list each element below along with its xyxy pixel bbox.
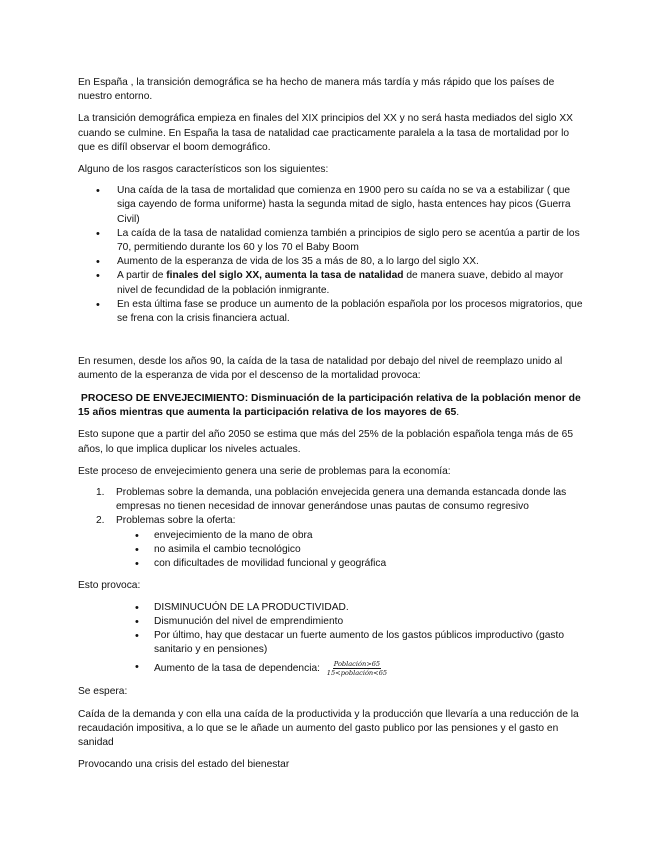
dependency-fraction: $\frac{\text{Población>65}}{\text{15<población<65}}$ [326, 660, 388, 678]
paragraph-rasgos-intro: Alguno de los rasgos característicos son los siguientes: [78, 164, 329, 176]
list-item: • con dificultades de movilidad funcional y geográfica [116, 557, 583, 571]
paragraph-caida-demanda: Caída de la demanda y con ella una caída de la productivida y la producción que llevaría a una reducción de la recaudación impositiva, a lo que se le añade un aumento del gasto publico por las pensiones y el gasto en sanidad [78, 708, 579, 748]
paragraph-intro: En España , la transición demográfica se ha hecho de manera más tardía y más rápido que los países de nuestro entorno. [78, 77, 555, 103]
paragraph-2050: Esto supone que a partir del año 2050 se estima que más del 25% de la población española tenga más de 65 años, lo que implica duplicar los niveles actuales. [78, 429, 573, 455]
paragraph-provoca: Esto provoca: [78, 580, 141, 592]
list-item: 1. Problemas sobre la demanda, una población envejecida genera una demanda estancada donde las empresas no tienen necesidad de innovar generándose unas pautas de consumo regresivo [96, 487, 567, 513]
provoca-list [78, 601, 583, 678]
list-item: • no asimila el cambio tecnológico [116, 543, 583, 557]
paragraph-crisis: Provocando una crisis del estado del bienestar [78, 759, 290, 771]
list-item: • Una caída de la tasa de mortalidad que comienza en 1900 pero su caída no se va a estabilizar ( que siga cayendo de forma uniforme) hasta la segunda mitad de siglo, hasta entences hay picos (Guerra Civil) [78, 184, 583, 227]
paragraph-resumen: En resumen, desde los años 90, la caída de la tasa de natalidad por debajo del nivel de reemplazo unido al aumento de la esperanza de vida por el descenso de la mortalidad provoca: [78, 356, 563, 382]
proceso-envejecimiento: PROCESO DE ENVEJECIMIENTO: Disminuación de la participación relativa de la población menor de 15 años mientras que aumenta la participación relativa de los mayores de 65. [78, 392, 581, 419]
list-item: • DISMINUCUÓN DE LA PRODUCTIVIDAD. [78, 601, 583, 615]
list-item: 2. Problemas sobre la oferta: • envejecimiento de la mano de obra • no asimila el cambio tecnológico • con dificultades de movilidad funcional y geográfica [78, 514, 583, 571]
problemas-list [78, 486, 583, 571]
paragraph-problemas-intro: Este proceso de envejecimiento genera una serie de problemas para la economía: [78, 465, 451, 477]
list-item: • A partir de finales del siglo XX, aumenta la tasa de natalidad de manera suave, debido al mayor nivel de fecundidad de la población inmigrante. [78, 269, 583, 297]
list-item: • Por último, hay que destacar un fuerte aumento de los gastos públicos improductivo (gasto sanitario y en pensiones) [78, 629, 583, 657]
list-item: • Dismunución del nivel de emprendimiento [78, 615, 583, 629]
list-item: • La caída de la tasa de natalidad comienza también a principios de siglo pero se acentúa a partir de los 70, permitiendo durante los 60 y los 70 el Baby Boom [78, 227, 583, 255]
rasgos-list [78, 184, 583, 326]
paragraph-transicion: La transición demográfica empieza en finales del XIX principios del XX y no será hasta mediados del siglo XX cuando se culmine. En España la tasa de natalidad cae practicamente paralela a la tasa de mortalidad por lo que es difíl observar el boom demográfico. [78, 113, 573, 153]
list-item: • Aumento de la esperanza de vida de los 35 a más de 80, a lo largo del siglo XX. [78, 255, 583, 269]
list-item: • Aumento de la tasa de dependencia: $\frac{\text{Población>65}}{\text{15<población<65}}$ [78, 660, 583, 677]
list-item: • En esta última fase se produce un aumento de la población española por los procesos migratorios, que se frena con la crisis financiera actual. [78, 298, 583, 326]
paragraph-se-espera: Se espera: [78, 686, 128, 698]
oferta-list [116, 529, 583, 572]
list-item: • envejecimiento de la mano de obra [116, 529, 583, 543]
